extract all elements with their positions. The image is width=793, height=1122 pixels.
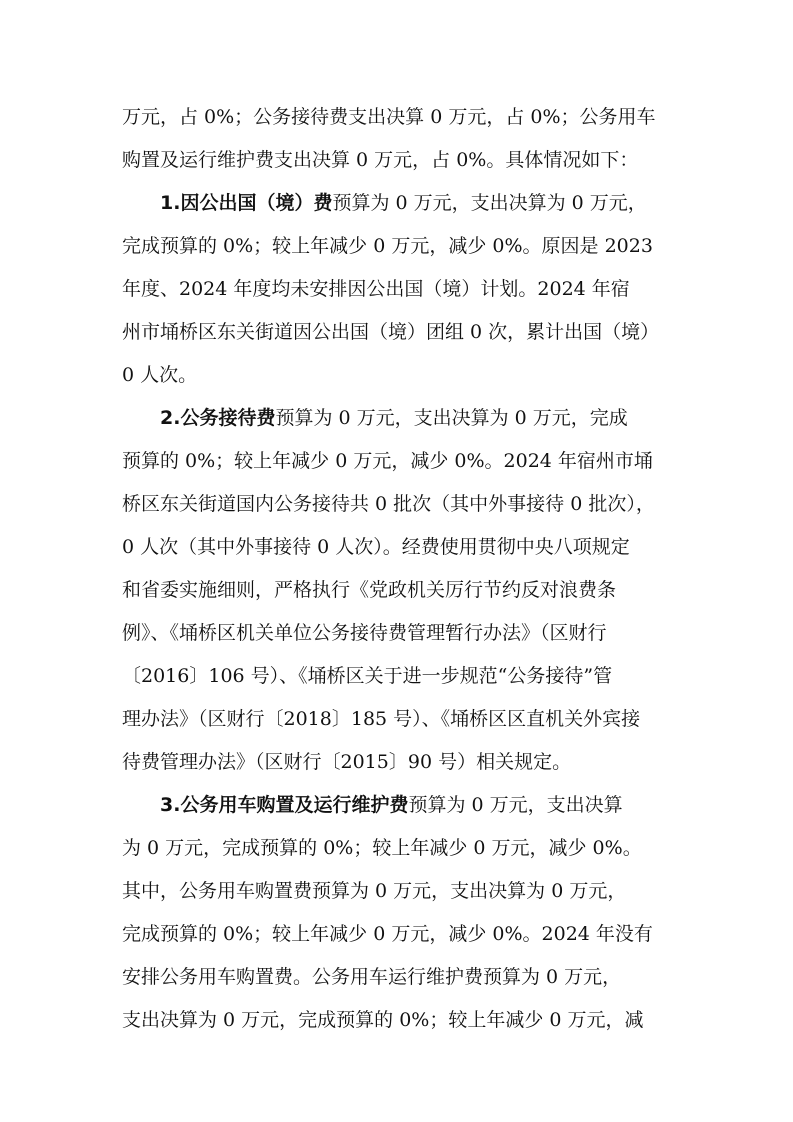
- paragraph-text: 完成预算的 0%；较上年减少 0 万元，减少 0%。原因是 2023: [122, 235, 653, 257]
- paragraph-text: 预算为 0 万元，支出决算为 0 万元，: [332, 192, 647, 214]
- text-line: [122, 484, 682, 524]
- text-line: [122, 226, 682, 266]
- paragraph-text: 支出决算为 0 万元，完成预算的 0%；较上年减少 0 万元，减: [122, 1009, 644, 1031]
- section-heading: 3.公务用车购置及运行维护费: [160, 794, 409, 816]
- paragraph-text: 预算的 0%；较上年减少 0 万元，减少 0%。2024 年宿州市埇: [122, 450, 653, 472]
- text-line: [122, 312, 682, 352]
- paragraph-text: 预算为 0 万元，支出决算: [408, 794, 623, 816]
- text-line: [122, 269, 682, 309]
- paragraph-text: 待费管理办法》（区财行〔2015〕90 号）相关规定。: [122, 751, 572, 773]
- text-line: [122, 699, 682, 739]
- paragraph-text: 州市埇桥区东关街道因公出国（境）团组 0 次，累计出国（境）: [122, 321, 660, 343]
- paragraph-text: 购置及运行维护费支出决算 0 万元，占 0%。具体情况如下：: [122, 149, 639, 171]
- section-heading: 2.公务接待费: [160, 407, 276, 429]
- text-line: [122, 613, 682, 653]
- paragraph-text: 例》、《埇桥区机关单位公务接待费管理暂行办法》（区财行: [122, 622, 607, 644]
- paragraph-text: 年度、2024 年度均未安排因公出国（境）计划。2024 年宿: [122, 278, 630, 300]
- text-line: [122, 914, 682, 954]
- text-line: [122, 742, 682, 782]
- text-line: [122, 957, 682, 997]
- paragraph-text: 桥区东关街道国内公务接待共 0 批次（其中外事接待 0 批次），: [122, 493, 655, 515]
- text-line: [122, 1000, 682, 1040]
- text-line: [122, 828, 682, 868]
- text-line: [160, 398, 682, 438]
- paragraph-text: 为 0 万元，完成预算的 0%；较上年减少 0 万元，减少 0%。: [122, 837, 642, 859]
- text-line: [122, 570, 682, 610]
- paragraph-text: 万元，占 0%；公务接待费支出决算 0 万元，占 0%；公务用车: [122, 106, 656, 128]
- text-line: [122, 871, 682, 911]
- paragraph-text: 其中，公务用车购置费预算为 0 万元，支出决算为 0 万元，: [122, 880, 627, 902]
- paragraph-text: 理办法》（区财行〔2018〕185 号）、《埇桥区区直机关外宾接: [122, 708, 641, 730]
- paragraph-text: 完成预算的 0%；较上年减少 0 万元，减少 0%。2024 年没有: [122, 923, 653, 945]
- text-line: [160, 785, 682, 825]
- text-line: [122, 97, 682, 137]
- paragraph-text: 安排公务用车购置费。公务用车运行维护费预算为 0 万元，: [122, 966, 622, 988]
- paragraph-text: 0 人次。: [122, 364, 198, 386]
- section-heading: 1.因公出国（境）费: [160, 192, 333, 214]
- paragraph-text: 预算为 0 万元，支出决算为 0 万元，完成: [275, 407, 628, 429]
- text-line: [122, 441, 682, 481]
- paragraph-text: 0 人次（其中外事接待 0 人次）。经费使用贯彻中央八项规定: [122, 536, 630, 558]
- paragraph-text: 和省委实施细则，严格执行《党政机关厉行节约反对浪费条: [122, 579, 617, 601]
- text-line: [122, 656, 682, 696]
- text-line: [160, 183, 682, 223]
- text-line: [122, 527, 682, 567]
- text-line: [122, 355, 682, 395]
- paragraph-text: 〔2016〕106 号）、《埇桥区关于进一步规范“公务接待”管: [122, 665, 613, 687]
- text-line: [122, 140, 682, 180]
